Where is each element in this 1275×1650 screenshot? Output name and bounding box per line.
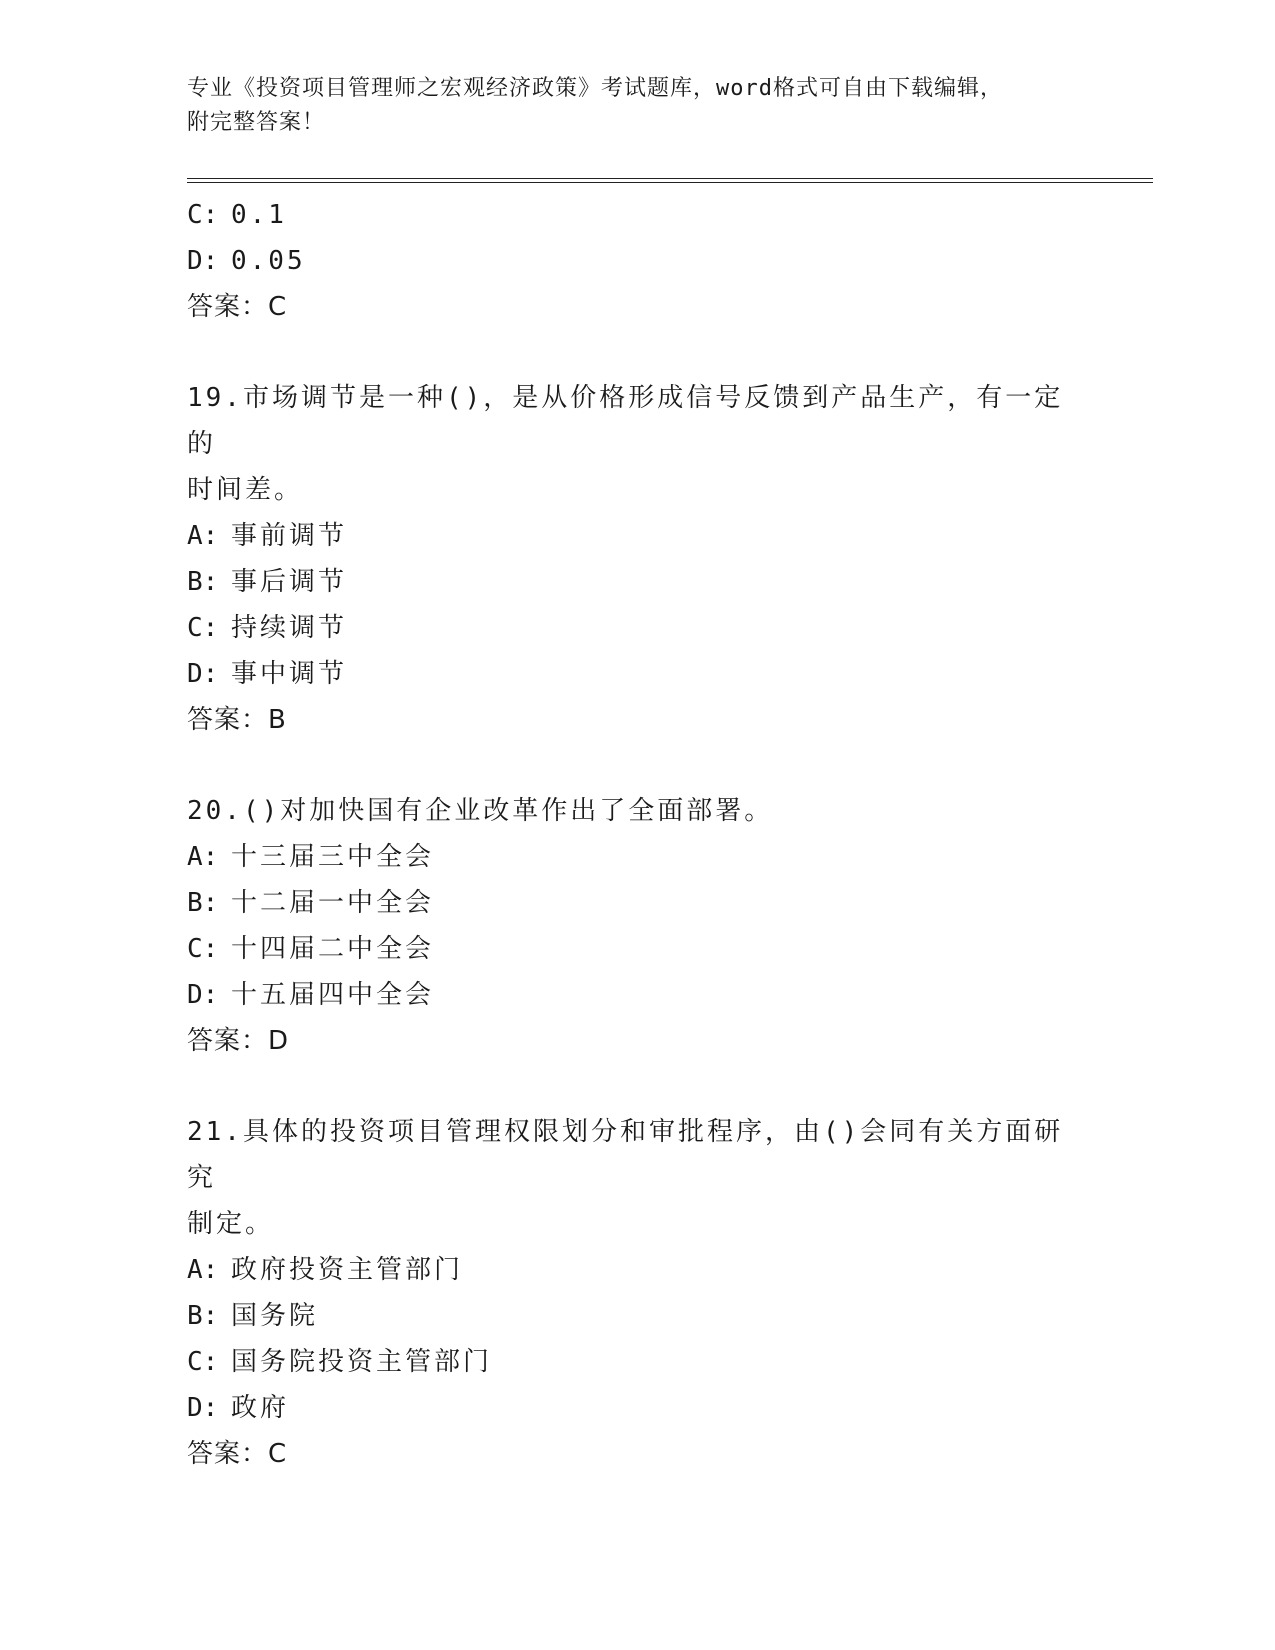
option-a: A: 政府投资主管部门 bbox=[187, 1255, 464, 1285]
option-b: B: 十二届一中全会 bbox=[187, 888, 435, 918]
document-header bbox=[187, 72, 1087, 140]
question-19 bbox=[187, 375, 1087, 743]
header-divider-top bbox=[187, 178, 1153, 179]
header-line-2: 附完整答案！ bbox=[187, 110, 326, 135]
option-d: D: 事中调节 bbox=[187, 659, 348, 689]
question-20 bbox=[187, 788, 1087, 1064]
question-text: 21.具体的投资项目管理权限划分和审批程序，由()会同有关方面研究 制定。 bbox=[187, 1117, 1064, 1239]
question-text: 20.()对加快国有企业改革作出了全面部署。 bbox=[187, 796, 774, 826]
question-18-tail bbox=[187, 192, 1087, 330]
option-a: A: 事前调节 bbox=[187, 521, 348, 551]
option-c: C: 0.1 bbox=[187, 200, 287, 230]
header-line-1: 专业《投资项目管理师之宏观经济政策》考试题库，word格式可自由下载编辑， bbox=[187, 76, 1003, 101]
option-c: C: 国务院投资主管部门 bbox=[187, 1347, 493, 1377]
option-b: B: 事后调节 bbox=[187, 567, 348, 597]
option-d: D: 0.05 bbox=[187, 246, 306, 276]
option-d: D: 十五届四中全会 bbox=[187, 980, 435, 1010]
answer: 答案：D bbox=[187, 1026, 290, 1056]
option-c: C: 持续调节 bbox=[187, 613, 348, 643]
option-a: A: 十三届三中全会 bbox=[187, 842, 435, 872]
option-d: D: 政府 bbox=[187, 1393, 290, 1423]
answer: 答案：C bbox=[187, 292, 288, 322]
answer: 答案：B bbox=[187, 705, 287, 735]
question-21 bbox=[187, 1109, 1087, 1477]
answer: 答案：C bbox=[187, 1439, 288, 1469]
option-b: B: 国务院 bbox=[187, 1301, 319, 1331]
header-divider-bottom bbox=[187, 182, 1153, 183]
question-text: 19.市场调节是一种()，是从价格形成信号反馈到产品生产，有一定的 时间差。 bbox=[187, 383, 1064, 505]
option-c: C: 十四届二中全会 bbox=[187, 934, 435, 964]
question-list bbox=[187, 192, 1087, 1477]
